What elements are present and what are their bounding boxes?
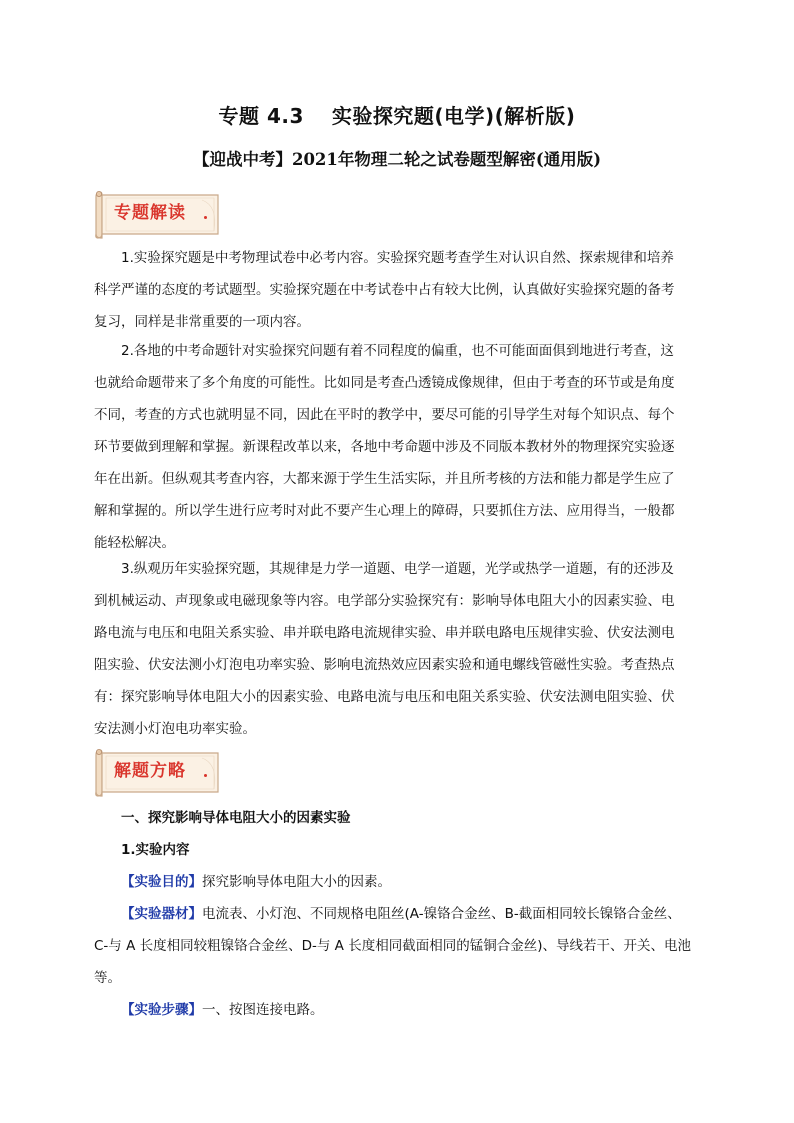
paragraph-line: 环节要做到理解和掌握。新课程改革以来，各地中考命题中涉及不同版本教材外的物理探究实验逐 — [94, 439, 675, 455]
dot-icon — [204, 216, 207, 219]
section-heading: 一、探究影响导体电阻大小的因素实验 — [121, 810, 351, 826]
steps-line — [121, 998, 324, 1018]
paragraph-1 — [94, 242, 698, 338]
equipment-tag: 【实验器材】 — [121, 906, 202, 922]
equipment-line — [121, 902, 681, 922]
paragraph-line: 解和掌握的。所以学生进行应考时对此不要产生心理上的障碍，只要抓住方法、应用得当，一般都 — [94, 503, 675, 519]
equipment-text: 电流表、小灯泡、不同规格电阻丝(A-镍铬合金丝、B-截面相同较长镍铬合金丝、 — [202, 906, 681, 922]
purpose-line — [121, 870, 391, 890]
paragraph-line: 复习，同样是非常重要的一项内容。 — [94, 314, 310, 330]
banner-interpretation-label: 专题解读 — [114, 203, 186, 223]
paragraph-line: 到机械运动、声现象或电磁现象等内容。电学部分实验探究有：影响导体电阻大小的因素实验、电 — [94, 593, 675, 609]
paragraph-2 — [94, 335, 698, 559]
banner-strategy — [92, 744, 224, 798]
document-subtitle: 【迎战中考】2021年物理二轮之试卷题型解密(通用版) — [192, 150, 602, 169]
paragraph-line: 年在出新。但纵观其考查内容，大都来源于学生生活实际，并且所考核的方法和能力都是学生应了 — [94, 471, 675, 487]
dot-icon — [204, 774, 207, 777]
paragraph-line: 路电流与电压和电阻关系实验、串并联电路电流规律实验、串并联电路电压规律实验、伏安法测电 — [94, 625, 675, 641]
equipment-text-end: 等。 — [94, 970, 121, 986]
paragraph-line: 2.各地的中考命题针对实验探究问题有着不同程度的偏重，也不可能面面俱到地进行考查，这 — [121, 343, 674, 359]
paragraph-line: 也就给命题带来了多个角度的可能性。比如同是考查凸透镜成像规律，但由于考查的环节或是角度 — [94, 375, 675, 391]
equipment-text-cont: C-与 A 长度相同较粗镍铬合金丝、D-与 A 长度相同截面相同的锰铜合金丝)、导线若干、开关、电池 — [94, 938, 691, 954]
paragraph-line: 3.纵观历年实验探究题，其规律是力学一道题、电学一道题，光学或热学一道题，有的还涉及 — [121, 561, 674, 577]
paragraph-line: 科学严谨的态度的考试题型。实验探究题在中考试卷中占有较大比例，认真做好实验探究题的备考 — [94, 282, 675, 298]
paragraph-line: 有：探究影响导体电阻大小的因素实验、电路电流与电压和电阻关系实验、伏安法测电阻实验、伏 — [94, 689, 675, 705]
paragraph-3 — [94, 553, 698, 745]
subsection-heading: 1.实验内容 — [121, 842, 190, 858]
steps-text: 一、按图连接电路。 — [202, 1002, 324, 1018]
banner-strategy-label: 解题方略 — [114, 761, 186, 781]
banner-interpretation — [92, 186, 224, 240]
paragraph-line: 1.实验探究题是中考物理试卷中必考内容。实验探究题考查学生对认识自然、探索规律和培养 — [121, 250, 674, 266]
paragraph-line: 安法测小灯泡电功率实验。 — [94, 721, 256, 737]
purpose-tag: 【实验目的】 — [121, 874, 202, 890]
paragraph-line: 能轻松解决。 — [94, 535, 175, 551]
paragraph-line: 阻实验、伏安法测小灯泡电功率实验、影响电流热效应因素实验和通电螺线管磁性实验。考查热点 — [94, 657, 675, 673]
purpose-text: 探究影响导体电阻大小的因素。 — [202, 874, 391, 890]
steps-tag: 【实验步骤】 — [121, 1002, 202, 1018]
paragraph-line: 不同，考查的方式也就明显不同，因此在平时的教学中，要尽可能的引导学生对每个知识点、每个 — [94, 407, 675, 423]
document-title: 专题 4.3 实验探究题(电学)(解析版) — [218, 104, 576, 128]
